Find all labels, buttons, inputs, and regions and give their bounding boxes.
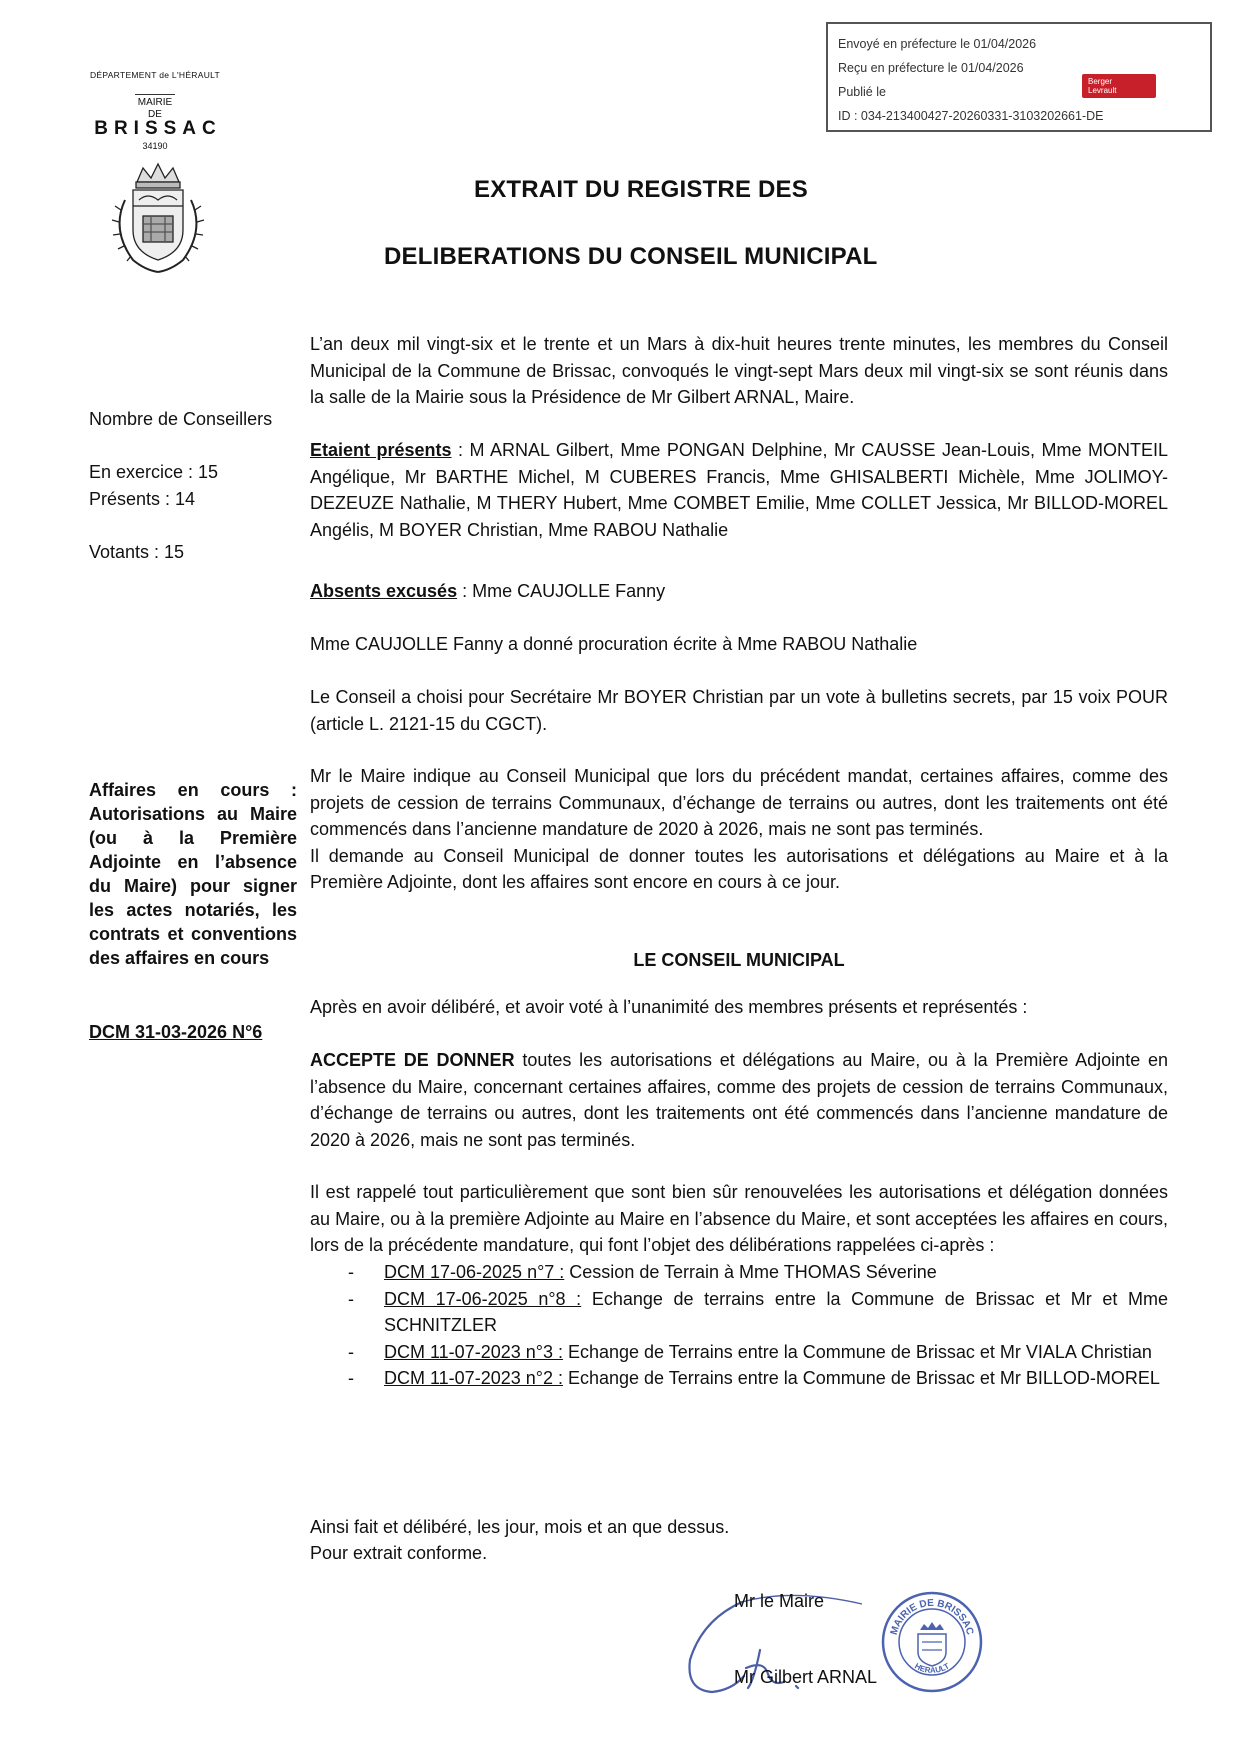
expose-paragraph [310, 763, 1168, 896]
commune-name: BRISSAC [94, 118, 222, 139]
presents-paragraph [310, 437, 1168, 543]
secretaire-paragraph: Le Conseil a choisi pour Secrétaire Mr BOYER Christian par un vote à bulletins secrets, par 15 voix POUR (article L. 2121-15 du CGCT). [310, 687, 1168, 734]
list-item: - DCM 17-06-2025 n°8 : Echange de terrains entre la Commune de Brissac et Mr et Mme SCHNITZLER [310, 1286, 1168, 1339]
presents-count: Présents : 14 [89, 489, 196, 509]
intro-paragraph: L’an deux mil vingt-six et le trente et un Mars à dix-huit heures trente minutes, les membres du Conseil Municipal de la Commune de Brissac, convoqués le vingt-sept Mars deux mil vingt-six se sont réunis dans la salle de la Mairie sous la Présidence de Mr Gilbert ARNAL, Maire. [310, 334, 1168, 407]
accepte-text: toutes les autorisations et délégations au Maire, ou à la Première Adjointe en l’absence du Maire, concernant certaines affaires, comme des projets de cession de terrains Communaux, d’échange de terrains ou autres, dont les traitements ont été commencés dans l’ancienne mandature de 2020 à 2026, mais ne sont pas terminés. [310, 1050, 1168, 1150]
deliberations-list [310, 1259, 1168, 1392]
expose-line2: Il demande au Conseil Municipal de donner toutes les autorisations et délégations au Maire et à la Première Adjointe, dont les affaires sont encore en cours à ce jour. [310, 845, 1168, 892]
expose-line1: Mr le Maire indique au Conseil Municipal que lors du précédent mandat, certaines affaires, comme des projets de cession de terrains Communaux, d’échange de terrains ou autres, dont les traitements ont été commencés dans l’ancienne mandature de 2020 à 2026, mais ne sont pas terminés. [310, 766, 1168, 839]
coat-of-arms-icon [103, 160, 213, 276]
deliberation-subject: Affaires en cours : Autorisations au Maire (ou à la Première Adjointe en l’absence du Maire) pour signer les actes notariés, les contrats et conventions des affaires en cours [89, 780, 297, 968]
document-title-line2: DELIBERATIONS DU CONSEIL MUNICIPAL [384, 243, 878, 270]
accepte-label: ACCEPTE DE DONNER [310, 1050, 515, 1070]
item-ref: DCM 17-06-2025 n°8 : [384, 1288, 582, 1309]
svg-text:MAIRIE DE BRISSAC: MAIRIE DE BRISSAC [888, 1597, 976, 1637]
apres-paragraph: Après en avoir délibéré, et avoir voté à l’unanimité des membres présents et représentés : [310, 997, 1028, 1017]
conseil-heading: LE CONSEIL MUNICIPAL [633, 950, 845, 970]
list-item: - DCM 11-07-2023 n°3 : Echange de Terrains entre la Commune de Brissac et Mr VIALA Christian [310, 1339, 1168, 1366]
absents-label: Absents excusés [310, 581, 458, 601]
prefecture-stamp [826, 22, 1212, 132]
mairie-label: MAIRIE DE [80, 94, 230, 121]
stamp-published: Publié le [838, 85, 886, 99]
list-item: - DCM 17-06-2025 n°7 : Cession de Terrain à Mme THOMAS Séverine [310, 1259, 1168, 1286]
stamp-received: Reçu en préfecture le 01/04/2026 [838, 61, 1024, 75]
presents-list: : M ARNAL Gilbert, Mme PONGAN Delphine, Mr CAUSSE Jean-Louis, Mme MONTEIL Angélique, Mr BARTHE Michel, M CUBERES Francis, Mme GHISALBERTI Michèle, Mme JOLIMOY-DEZEUZE Nathalie, M THERY Hubert, Mme COMBET Emilie, Mme COLLET Jessica, Mr BILLOD-MOREL Angélis, M BOYER Christian, Mme RABOU Nathalie [310, 440, 1168, 540]
presents-label: Etaient présents [310, 440, 452, 460]
pour-extrait-line: Pour extrait conforme. [310, 1543, 488, 1563]
deliberation-reference: DCM 31-03-2026 N°6 [89, 1022, 263, 1042]
en-exercice-count: En exercice : 15 [89, 462, 219, 482]
stamp-id: ID : 034-213400427-20260331-3103202661-DE [838, 109, 1104, 123]
absents-list: : Mme CAUJOLLE Fanny [457, 581, 666, 601]
department-label: DÉPARTEMENT de L'HÉRAULT [89, 70, 221, 80]
list-item: - DCM 11-07-2023 n°2 : Echange de Terrains entre la Commune de Brissac et Mr BILLOD-MOREL [310, 1365, 1168, 1392]
signatory-role: Mr le Maire [734, 1591, 825, 1611]
ainsi-line: Ainsi fait et délibéré, les jour, mois et an que dessus. [310, 1517, 730, 1537]
absents-paragraph [310, 578, 1168, 605]
votants-count: Votants : 15 [89, 542, 185, 562]
accepte-paragraph [310, 1047, 1168, 1153]
rappel-paragraph: Il est rappelé tout particulièrement que sont bien sûr renouvelées les autorisations et délégation données au Maire, ou à la première Adjointe au Maire en l’absence du Maire, et sont acceptées les affaires en cours, lors de la précédente mandature, qui font l’objet des délibérations rappelées ci-après : [310, 1182, 1168, 1255]
berger-levrault-logo: Berger Levrault [1082, 74, 1156, 98]
document-title-line1: EXTRAIT DU REGISTRE DES [474, 176, 808, 203]
procuration-paragraph: Mme CAUJOLLE Fanny a donné procuration écrite à Mme RABOU Nathalie [310, 634, 918, 654]
stamp-sent: Envoyé en préfecture le 01/04/2026 [838, 37, 1037, 51]
signatory-name: Mr Gilbert ARNAL [734, 1667, 878, 1687]
item-ref: DCM 17-06-2025 n°7 : [384, 1262, 565, 1282]
svg-text:HERAULT: HERAULT [913, 1661, 951, 1675]
postcode: 34190 [142, 141, 168, 151]
item-ref: DCM 11-07-2023 n°2 : [384, 1368, 563, 1388]
conseillers-label: Nombre de Conseillers [89, 409, 273, 429]
item-ref: DCM 11-07-2023 n°3 : [384, 1341, 563, 1362]
mairie-seal-icon [880, 1590, 984, 1694]
